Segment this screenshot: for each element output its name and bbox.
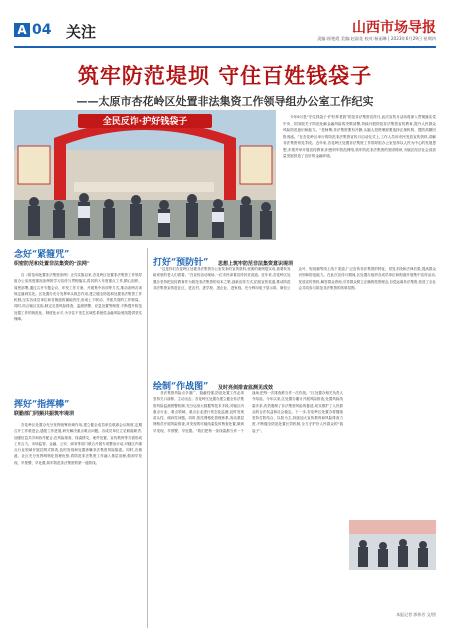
- event-photo-graphic: [14, 110, 276, 240]
- section1-subtitle: 织密防范和处置非法集资的“法网”: [14, 261, 90, 267]
- paper-name: 山西市场导报: [352, 20, 436, 36]
- headline: 筑牢防范堤坝 守住百姓钱袋子: [77, 63, 373, 88]
- section1-title: 念好“紧箍咒”: [14, 250, 70, 260]
- section-title: 关注: [66, 23, 97, 41]
- page-number: 04: [32, 22, 52, 38]
- section1-body: 自《防范和处置非法集资条例》正式实施以来,杏花岭区处置非法集资工作领导组办公室高度重视条例的学习宣传与贯彻落实,将其纳入年度重点工作,精心组织、周密部署,通过召开专题会议、印发工作方案、开展集中培训等方式,推动条例各项规定落到实处。区处置办充分发挥牵头抓总作用,建立健全防范和处置非法集资工作机制,压实各成员单位和各街道的属地责任,形成上下联动、齐抓共管的工作格局。同时,结合辖区实际,制定完善风险排查、监测预警、应急处置等制度,不断提升防范处置工作的规范化、制度化水平,为守住不发生区域性系统性金融风险底线提供坚实保障。: [14, 273, 142, 322]
- photo-banner-text: 全民反诈·护好钱袋子: [102, 117, 188, 127]
- inset-photo-graphic: [349, 520, 436, 570]
- section2-title: 挥好“指挥棒”: [14, 400, 70, 410]
- header-rule: [14, 46, 436, 48]
- issue-meta: 责编:崔艳霞 美编:赵淑花 校对:杨丽琳 | 2023年6月29日 星期四: [317, 36, 436, 41]
- section4-title: 绘制“作战图”: [153, 382, 209, 392]
- section4-subtitle: 及时亮剑排查监测见成效: [217, 385, 273, 391]
- section2-subtitle: 联勤部门同频共振筑牢堤坝: [14, 411, 75, 417]
- section1-heading: [14, 250, 142, 267]
- section3-body: “这是你们杏花岭区处置非法集资办公室发来的宣传资料,里面的案例很实用,我要转发给家里的老人们看看。”在宣传活动现场,一位市民拿着宣传折页说道。近年来,杏花岭区处置办坚持把宣传教育作为防范非法集资的治本之策,创新宣传方式,拓宽宣传渠道,推动防范非法集资宣传进社区、进农村、进学校、进企业、进家庭。充分利用电子显示屏、微信公众号、短视频等线上线下渠道,广泛宣传非法集资的特征、常见手段和法律后果,提高群众识别和防范能力。在此次宣传月期间,区处置办组织各成员单位和街道开展集中宣传活动,发放宣传资料,解答群众咨询,引导群众树立正确的投资理念,自觉远离非法集资,营造了全社会共同参与防范非法集资的浓厚氛围。: [153, 267, 436, 290]
- section2-heading: [14, 400, 142, 417]
- section2-body: 杏花岭区处置办充分发挥统筹协调作用,建立健全成员单位联席会议制度,定期召开工作推进会,通报工作进展,研究解决重点难点问题。各成员单位立足职能职责,加强信息共享和协作配合,在风险排查、线索移交、案件处置、宣传教育等方面形成工作合力。市场监管、金融、公安、商务等部门联合开展专项整治行动,对辖区内重点行业领域开展拉网式排查,及时发现和处置涉嫌非法集资风险隐患。同时,各街道、社区充分发挥网格化管理优势,将防范非法集资工作融入基层治理,做到早发现、早预警、早处置,筑牢防范非法集资的第一道防线。: [14, 423, 142, 465]
- event-photo: [14, 110, 276, 240]
- lead-paragraph: 今年6月是“守住钱袋子·护好养老钱”防范非法集资宣传月,此次宣传月活动将深入贯彻落实党中央、国务院关于防范化解金融风险的决策部署,持续开展防范非法集资宣传教育,提升人民群众风险防范意识和能力。“老师傅,非法集资要有冷静,头脑人投资理财要选择正规机构、提防高额回报诱惑。”在杏花岭区举行的防范非法集资宣传月启动仪式上,工作人员向市民发放宣传资料,讲解非法集资常见手段。近年来,杏花岭区处置非法集资工作领导组办公室坚持以人民为中心的发展思想,多措并举开展宣传教育,织密织牢防范网络,筑牢防范非法集资的坚固堤坝,为辖区经济社会高质量发展营造了良好的金融环境。: [283, 115, 436, 158]
- byline: 本报记者 郭伟芳 文/图: [396, 612, 436, 617]
- subheadline: ——太原市杏花岭区处置非法集资工作领导组办公室工作纪实: [76, 95, 374, 108]
- inset-photo: [349, 520, 436, 570]
- section3-subtitle: 思想上筑牢防范非法集资意识堤坝: [217, 261, 293, 267]
- column-divider: [147, 248, 148, 628]
- section4-body-cont: [349, 390, 436, 516]
- section4-body: 非法集资风险点多面广、隐蔽性强,防范处置工作必须坚持关口前移、主动出击。杏花岭区处置办建立健全非法集资风险监测预警机制,充分运用大数据等技术手段,对辖区内重点行业、重点领域、重点企业进行常态化监测,及时发现苗头性、倾向性问题。同时,依托网格化管理体系,发动基层网格员开展风险排查,对发现的可疑线索及时核查处置,做到早发现、早预警、早处置。“我们把每一条线索都当作一个战场,把每一次排查都当作一次作战。”区处置办相关负责人介绍说。今年以来,区处置办累计开展风险排查,处置风险线索多条,有效遏制了非法集资风险的蔓延,切实维护了人民群众的合法权益和社会稳定。下一步,杏花岭区处置办将继续坚持打防结合、以防为主,持续加大宣传教育和风险排查力度,不断健全防范处置长效机制,全力守护好人民群众的“钱袋子”。: [153, 391, 343, 433]
- section3-title: 打好“预防针”: [153, 258, 209, 268]
- page-letter-badge: A: [14, 23, 30, 37]
